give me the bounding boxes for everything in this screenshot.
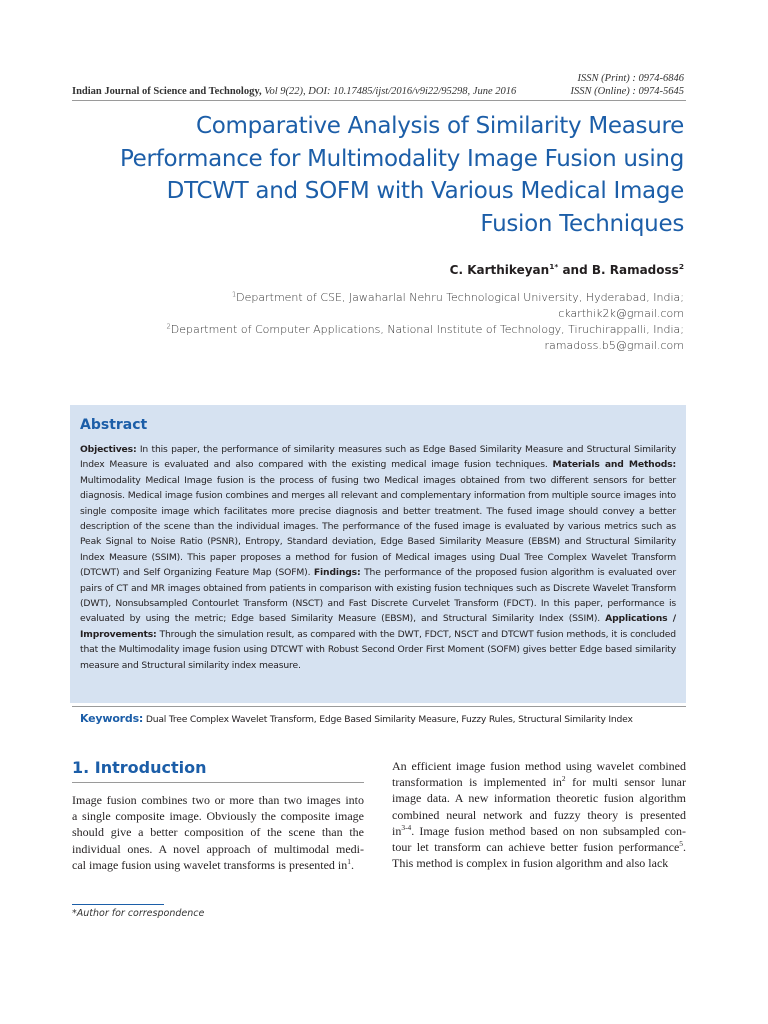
right-column — [392, 758, 686, 871]
citation-mark: 2 — [561, 774, 566, 784]
text-line — [72, 857, 364, 873]
section-divider — [72, 782, 364, 783]
text-line: This method is complex in fusion algorithm and also lack — [392, 856, 669, 871]
author-name: B. Ramadoss — [591, 263, 679, 277]
footnote: *Author for correspondence — [72, 908, 205, 919]
author-conjunction: and — [558, 263, 592, 277]
affiliation-mark: 2 — [166, 322, 171, 331]
text-line — [392, 823, 686, 839]
abstract-label: Applications / Improvements: — [80, 613, 676, 640]
text-line — [392, 839, 686, 855]
author-mark: 2 — [678, 262, 684, 271]
paper-title — [64, 110, 684, 240]
affiliation-email: ramadoss.b5@gmail.com — [544, 339, 684, 352]
text-line — [392, 774, 686, 790]
text-line: a single composite image. Obviously the composite image — [72, 809, 364, 824]
abstract-text: The performance of the proposed fusion algorithm is evaluated over pairs of CT and MR images obtained from patients in comparison with existing fusion techniques such as Discrete Wavelet Transform (DWT), Nonsubsampled Contourlet Transform (NSCT) and Fast Discrete Curvelet Transform (FDCT). In this paper, performance is evaluated by using the metric; Edge based Similarity Measure (EBSM), and Structural Similarity Index (SSIM). — [80, 567, 676, 625]
author-mark: 1* — [549, 262, 559, 271]
abstract-label: Objectives: — [80, 444, 137, 455]
keywords-text: Dual Tree Complex Wavelet Transform, Edge Based Similarity Measure, Fuzzy Rules, Structural Similarity Index — [143, 714, 633, 725]
author-name: C. Karthikeyan — [449, 263, 550, 277]
text-line: combined neural network and fuzzy theory is presented — [392, 807, 686, 822]
text-line: individual ones. A novel approach of multimodal medi- — [72, 841, 364, 856]
text-segment: cal image fusion using wavelet transforms is presented in — [72, 857, 348, 872]
affiliation-email: ckarthik2k@gmail.com — [558, 307, 684, 320]
text-segment: transformation is implemented in — [392, 775, 562, 790]
header-divider — [72, 100, 686, 101]
abstract-text: Through the simulation result, as compared with the DWT, FDCT, NSCT and DTCWT fusion methods, it is concluded that the Multimodality image fusion using DTCWT with Robust Second Order First Moment (SOFM) gives better Edge based similarity measure and Structural similarity index measure. — [80, 628, 676, 671]
title-line: Fusion Techniques — [480, 210, 684, 237]
text-line: image data. A new information theoretic fusion algorithm — [392, 791, 686, 806]
left-column — [72, 792, 364, 873]
text-segment: for multi sensor lunar — [565, 775, 686, 790]
abstract-heading: Abstract — [80, 417, 148, 433]
text-segment: . Image fusion method based on non subsampled con- — [411, 823, 686, 838]
abstract-label: Materials and Methods: — [552, 459, 677, 471]
issn-print: ISSN (Print) : 0974-6846 — [577, 73, 684, 84]
citation-mark: 5 — [679, 839, 683, 849]
abstract-text: In this paper, the performance of similarity measures such as Edge Based Similarity Measure and Structural Similarity Index Measure is evaluated and also compared with the existing medical image fusion techniques. — [80, 444, 676, 471]
affiliation-text: Department of Computer Applications, National Institute of Technology, Tiruchirappalli, India; — [170, 323, 684, 336]
author-list — [450, 263, 684, 277]
affiliation-text: Department of CSE, Jawaharlal Nehru Technological University, Hyderabad, India; — [236, 291, 684, 304]
text-line: Image fusion combines two or more than two images into — [72, 793, 364, 807]
abstract-label: Findings: — [313, 567, 361, 579]
issn-online: ISSN (Online) : 0974-5645 — [570, 86, 684, 97]
citation-mark: 3-4 — [401, 822, 412, 832]
keywords-label: Keywords: — [80, 712, 144, 725]
text-segment: tour let transform can achieve better fusion performance — [392, 840, 680, 855]
journal-details: Vol 9(22), DOI: 10.17485/ijst/2016/v9i22/95298, June 2016 — [264, 86, 517, 97]
section-heading: 1. Introduction — [72, 758, 207, 777]
keywords-divider — [72, 706, 686, 707]
text-line: should give a better composition of the scene than the — [72, 825, 364, 840]
affiliations — [166, 290, 684, 354]
title-line: Performance for Multimodality Image Fusion using — [119, 145, 684, 172]
affiliation-2 — [166, 322, 684, 338]
citation-mark: 1 — [347, 856, 351, 866]
text-line: An efficient image fusion method using wavelet combined — [392, 759, 686, 773]
title-line: Comparative Analysis of Similarity Measure — [195, 113, 684, 139]
footnote-divider — [72, 904, 164, 905]
journal-citation — [72, 86, 516, 97]
text-segment: . — [683, 840, 686, 855]
keywords — [80, 712, 684, 725]
affiliation-1 — [166, 290, 684, 306]
journal-name: Indian Journal of Science and Technology, — [72, 86, 262, 97]
abstract-body — [80, 442, 676, 673]
text-segment: . — [350, 857, 354, 872]
title-line: DTCWT and SOFM with Various Medical Image — [166, 178, 684, 204]
affiliation-mark: 1 — [231, 290, 237, 299]
abstract-text: Multimodality Medical Image fusion is the process of fusing two Medical images obtained from two different sensors for better diagnosis. Medical image fusion combines and merges all relevant and complementary information from multiple source images into single composite image which facilitates more precise diagnosis and better treatment. The fused image should convey a better description of the scene than the individual images. The performance of the fused image is evaluated by various metrics such as Peak Signal to Noise Ratio (PSNR), Entropy, Standard deviation, Edge Based Similarity Measure (EBSM) and Structural Similarity Index Measure (SSIM). This paper proposes a method for fusion of Medical images using Dual Tree Complex Wavelet Transform (DTCWT) and Self Organizing Feature Map (SOFM). — [80, 474, 676, 579]
text-segment: in — [392, 823, 402, 838]
